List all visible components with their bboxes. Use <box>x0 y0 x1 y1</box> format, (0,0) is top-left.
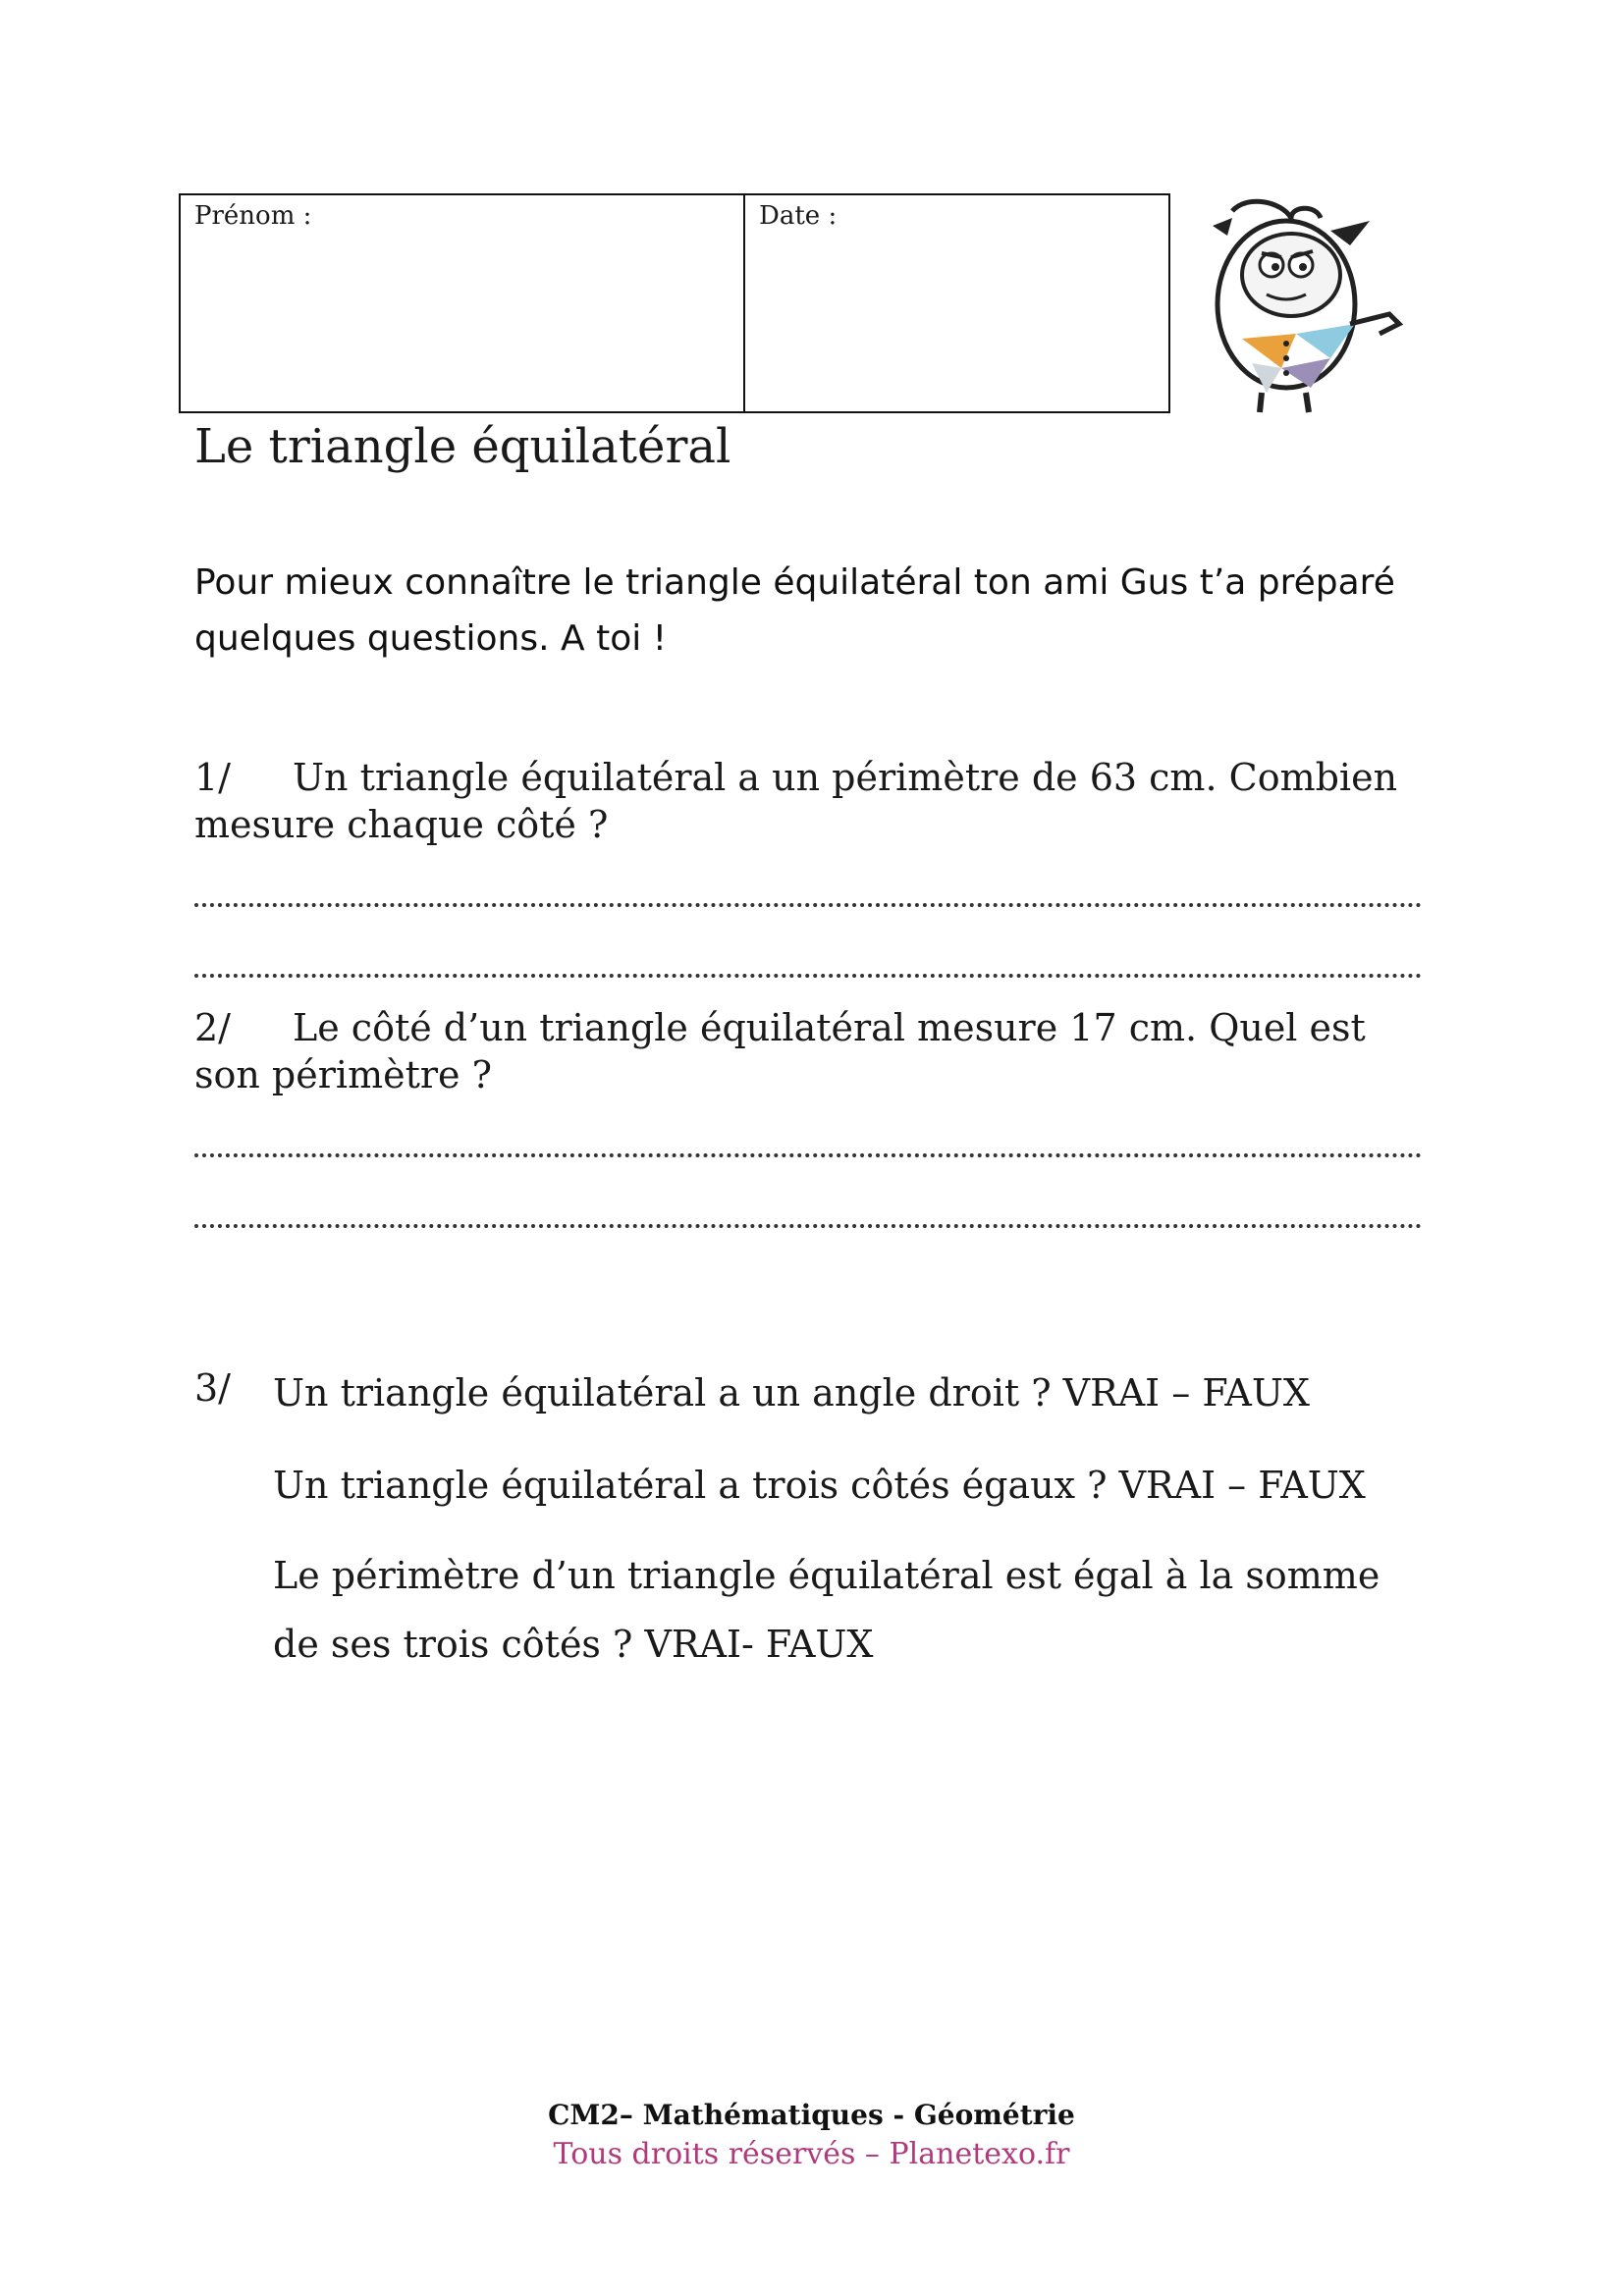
answer-line[interactable] <box>194 899 1422 907</box>
answer-line[interactable] <box>194 1149 1422 1157</box>
date-label: Date : <box>759 201 838 231</box>
name-label: Prénom : <box>194 201 312 231</box>
statement-3: Le périmètre d’un triangle équilatéral est égal à la somme de ses trois côtés ? VRAI- FAUX <box>273 1554 1380 1666</box>
footer-subject: CM2– Mathématiques - Géométrie <box>548 2099 1075 2131</box>
question-1-number: 1/ <box>194 756 231 799</box>
question-2 <box>194 1004 1432 1098</box>
question-1 <box>194 754 1432 848</box>
statement-1: Un triangle équilatéral a un angle droit ? VRAI – FAUX <box>273 1371 1310 1415</box>
footer <box>0 2096 1623 2174</box>
question-2-number: 2/ <box>194 1006 231 1049</box>
page-title: Le triangle équilatéral <box>194 419 731 474</box>
date-field[interactable] <box>745 195 1168 411</box>
header-table <box>179 193 1170 413</box>
statement-2: Un triangle équilatéral a trois côtés égaux ? VRAI – FAUX <box>273 1464 1366 1507</box>
question-3-number: 3/ <box>194 1366 231 1410</box>
question-1-text: Un triangle équilatéral a un périmètre de 63 cm. Combien mesure chaque côté ? <box>194 756 1398 846</box>
gus-mascot-icon <box>1193 196 1409 417</box>
intro-text: Pour mieux connaître le triangle équilatéral ton ami Gus t’a préparé quelques questions. A toi ! <box>194 562 1395 659</box>
answer-line[interactable] <box>194 1220 1422 1228</box>
name-field[interactable] <box>181 195 745 411</box>
question-2-text: Le côté d’un triangle équilatéral mesure 17 cm. Quel est son périmètre ? <box>194 1006 1366 1096</box>
answer-line[interactable] <box>194 970 1422 978</box>
footer-rights: Tous droits réservés – Planetexo.fr <box>553 2137 1070 2171</box>
